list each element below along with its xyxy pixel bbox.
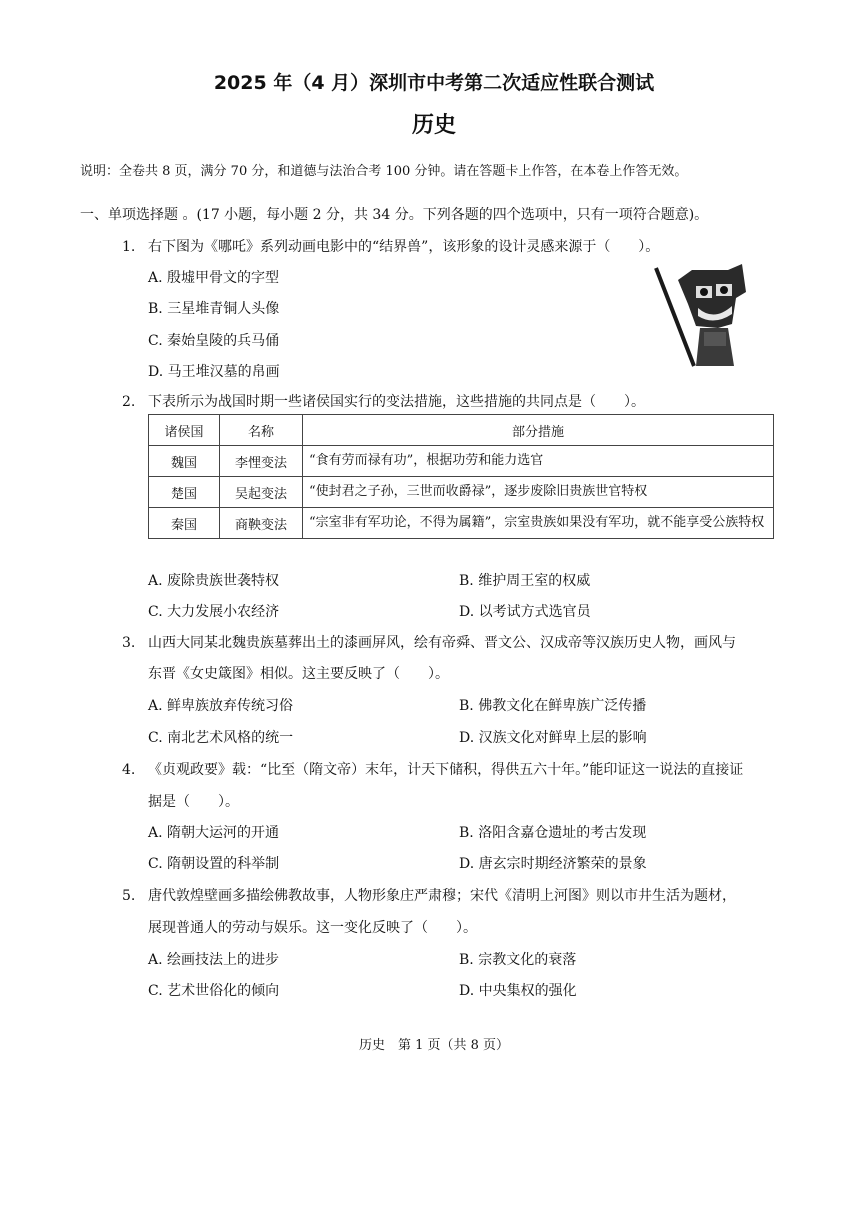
question-5-option-c: C. 艺术世俗化的倾向 [148, 983, 280, 999]
question-4-option-a: A. 隋朝大运河的开通 [148, 825, 280, 841]
question-3-option-c: C. 南北艺术风格的统一 [148, 730, 294, 746]
table-header: 部分措施 [303, 415, 774, 446]
question-text: 唐代敦煌壁画多描绘佛教故事，人物形象庄严肃穆；宋代《清明上河图》则以市井生活为题材， [148, 888, 736, 904]
bronze-guardian-beast-icon [648, 262, 758, 370]
question-3-option-a: A. 鲜卑族放弃传统习俗 [148, 698, 294, 714]
page-footer: 历史 第 1 页（共 8 页） [358, 1038, 510, 1053]
question-5-option-a: A. 绘画技法上的进步 [148, 952, 280, 968]
question-5-option-d: D. 中央集权的强化 [459, 983, 577, 999]
table-cell: 秦国 [149, 508, 220, 539]
table-cell: 商鞅变法 [220, 508, 303, 539]
question-text: 《贞观政要》载：“比至（隋文帝）末年，计天下储积，得供五六十年。”能印证这一说法的直接证 [148, 762, 744, 778]
question-3-stem [122, 632, 736, 652]
question-number: 3. [122, 635, 136, 651]
question-1-option-a: A. 殷墟甲骨文的字型 [148, 270, 280, 286]
question-2-option-d: D. 以考试方式选官员 [459, 604, 591, 620]
exam-instructions: 说明：全卷共 8 页，满分 70 分，和道德与法治合考 100 分钟。请在答题卡上作答，在本卷上作答无效。 [80, 164, 688, 179]
table-cell: “食有劳而禄有功”，根据功劳和能力选官 [303, 446, 774, 477]
question-text: 山西大同某北魏贵族墓葬出土的漆画屏风，绘有帝舜、晋文公、汉成帝等汉族历史人物，画风与 [148, 635, 736, 651]
reform-table [148, 414, 774, 539]
subject-title: 历史 [411, 113, 456, 138]
question-5-option-b: B. 宗教文化的衰落 [459, 952, 577, 968]
exam-title: 2025 年（4 月）深圳市中考第二次适应性联合测试 [213, 72, 655, 94]
table-row [149, 508, 774, 539]
table-cell: 吴起变法 [220, 477, 303, 508]
table-header-row [149, 415, 774, 446]
question-number: 4. [122, 762, 136, 778]
table-row [149, 477, 774, 508]
question-4-option-c: C. 隋朝设置的科举制 [148, 856, 280, 872]
question-2-option-a: A. 废除贵族世袭特权 [148, 573, 280, 589]
question-5-stem-line-2: 展现普通人的劳动与娱乐。这一变化反映了（ ）。 [148, 920, 477, 936]
question-4-option-d: D. 唐玄宗时期经济繁荣的景象 [459, 856, 647, 872]
table-cell: “宗室非有军功论，不得为属籍”，宗室贵族如果没有军功，就不能享受公族特权 [303, 508, 774, 539]
question-4-stem [122, 759, 743, 779]
question-1-option-c: C. 秦始皇陵的兵马俑 [148, 333, 280, 349]
question-number: 2. [122, 394, 136, 410]
question-2-option-b: B. 维护周王室的权威 [459, 573, 591, 589]
table-row [149, 446, 774, 477]
question-1-stem [122, 236, 659, 256]
question-2-stem [122, 391, 645, 411]
table-header: 名称 [220, 415, 303, 446]
question-number: 5. [122, 888, 136, 904]
question-4-stem-line-2: 据是（ ）。 [148, 794, 239, 810]
question-2-option-c: C. 大力发展小农经济 [148, 604, 280, 620]
question-1-option-d: D. 马王堆汉墓的帛画 [148, 364, 280, 380]
table-cell: 楚国 [149, 477, 220, 508]
question-3-option-b: B. 佛教文化在鲜卑族广泛传播 [459, 698, 647, 714]
question-3-stem-line-2: 东晋《女史箴图》相似。这主要反映了（ ）。 [148, 666, 449, 682]
question-4-option-b: B. 洛阳含嘉仓遗址的考古发现 [459, 825, 647, 841]
question-text: 右下图为《哪吒》系列动画电影中的“结界兽”，该形象的设计灵感来源于（ ）。 [148, 239, 660, 255]
table-cell: 魏国 [149, 446, 220, 477]
question-number: 1. [122, 239, 136, 255]
question-5-stem [122, 885, 736, 905]
question-1-option-b: B. 三星堆青铜人头像 [148, 301, 280, 317]
table-cell: 李悝变法 [220, 446, 303, 477]
section-heading: 一、单项选择题 。(17 小题，每小题 2 分，共 34 分。下列各题的四个选项中，只有一项符合题意)。 [80, 207, 709, 223]
question-text: 下表所示为战国时期一些诸侯国实行的变法措施，这些措施的共同点是（ ）。 [148, 394, 645, 410]
question-3-option-d: D. 汉族文化对鲜卑上层的影响 [459, 730, 647, 746]
table-header: 诸侯国 [149, 415, 220, 446]
table-cell: “使封君之子孙，三世而收爵禄”，逐步废除旧贵族世官特权 [303, 477, 774, 508]
